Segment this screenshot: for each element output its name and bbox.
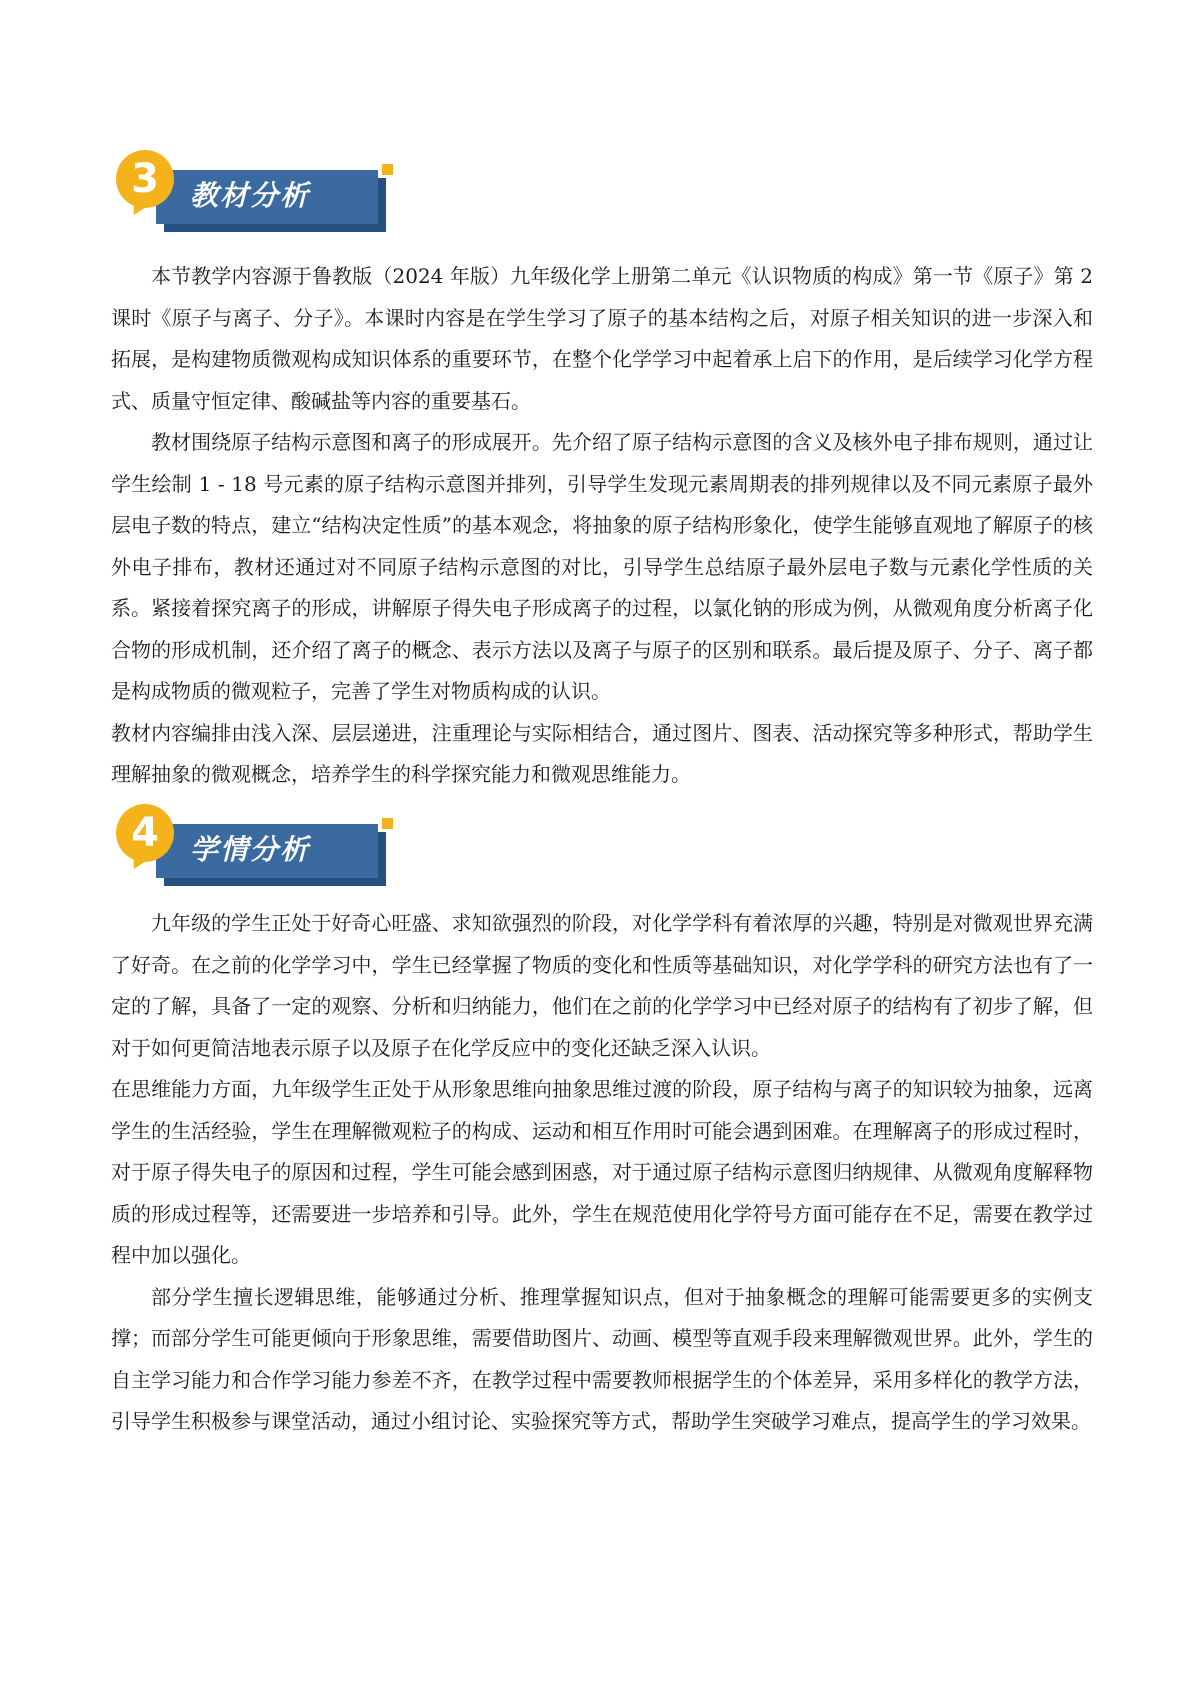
section-header-student-analysis <box>116 804 396 886</box>
paragraph: 教材内容编排由浅入深、层层递进，注重理论与实际相结合，通过图片、图表、活动探究等多种形式，帮助学生理解抽象的微观概念，培养学生的科学探究能力和微观思维能力。 <box>111 720 1093 786</box>
paragraph: 在思维能力方面，九年级学生正处于从形象思维向抽象思维过渡的阶段，原子结构与离子的知识较为抽象，远离学生的生活经验，学生在理解微观粒子的构成、运动和相互作用时可能会遇到困难。在理解离子的形成过程时，对于原子得失电子的原因和过程，学生可能会感到困惑，对于通过原子结构示意图归纳规律、从微观角度解释物质的形成过程等，还需要进一步培养和引导。此外，学生在规范使用化学符号方面可能存在不足，需要在教学过程中加以强化。 <box>111 1077 1093 1267</box>
paragraph: 部分学生擅长逻辑思维，能够通过分析、推理掌握知识点，但对于抽象概念的理解可能需要更多的实例支撑；而部分学生可能更倾向于形象思维，需要借助图片、动画、模型等直观手段来理解微观世界。此外，学生的自主学习能力和合作学习能力参差不齐，在教学过程中需要教师根据学生的个体差异，采用多样化的教学方法，引导学生积极参与课堂活动，通过小组讨论、实验探究等方式，帮助学生突破学习难点，提高学生的学习效果。 <box>111 1284 1093 1433</box>
section-title: 学情分析 <box>190 833 311 866</box>
section-body-textbook-analysis <box>111 256 1093 796</box>
section-number-badge: 3 <box>116 150 174 208</box>
section-header-textbook-analysis <box>116 150 396 232</box>
header-accent-square <box>382 164 393 175</box>
section-number-badge: 4 <box>116 804 174 862</box>
section-body-student-analysis <box>111 903 1093 1443</box>
paragraph: 教材围绕原子结构示意图和离子的形成展开。先介绍了原子结构示意图的含义及核外电子排布规则，通过让学生绘制 1 - 18 号元素的原子结构示意图并排列，引导学生发现元素周期表的排列规律以及不同元素原子最外层电子数的特点，建立“结构决定性质”的基本观念，将抽象的原子结构形象化，使学生能够直观地了解原子的核外电子排布，教材还通过对不同原子结构示意图的对比，引导学生总结原子最外层电子数与元素化学性质的关系。紧接着探究离子的形成，讲解原子得失电子形成离子的过程，以氯化钠的形成为例，从微观角度分析离子化合物的形成机制，还介绍了离子的概念、表示方法以及离子与原子的区别和联系。最后提及原子、分子、离子都是构成物质的微观粒子，完善了学生对物质构成的认识。 <box>111 430 1093 703</box>
section-title: 教材分析 <box>190 179 311 212</box>
paragraph: 本节教学内容源于鲁教版（2024 年版）九年级化学上册第二单元《认识物质的构成》第一节《原子》第 2 课时《原子与离子、分子》。本课时内容是在学生学习了原子的基本结构之后，对原子相关知识的进一步深入和拓展，是构建物质微观构成知识体系的重要环节，在整个化学学习中起着承上启下的作用，是后续学习化学方程式、质量守恒定律、酸碱盐等内容的重要基石。 <box>111 264 1093 413</box>
header-accent-square <box>382 818 393 829</box>
paragraph: 九年级的学生正处于好奇心旺盛、求知欲强烈的阶段，对化学学科有着浓厚的兴趣，特别是对微观世界充满了好奇。在之前的化学学习中，学生已经掌握了物质的变化和性质等基础知识，对化学学科的研究方法也有了一定的了解，具备了一定的观察、分析和归纳能力，他们在之前的化学学习中已经对原子的结构有了初步了解，但对于如何更简洁地表示原子以及原子在化学反应中的变化还缺乏深入认识。 <box>111 911 1093 1060</box>
